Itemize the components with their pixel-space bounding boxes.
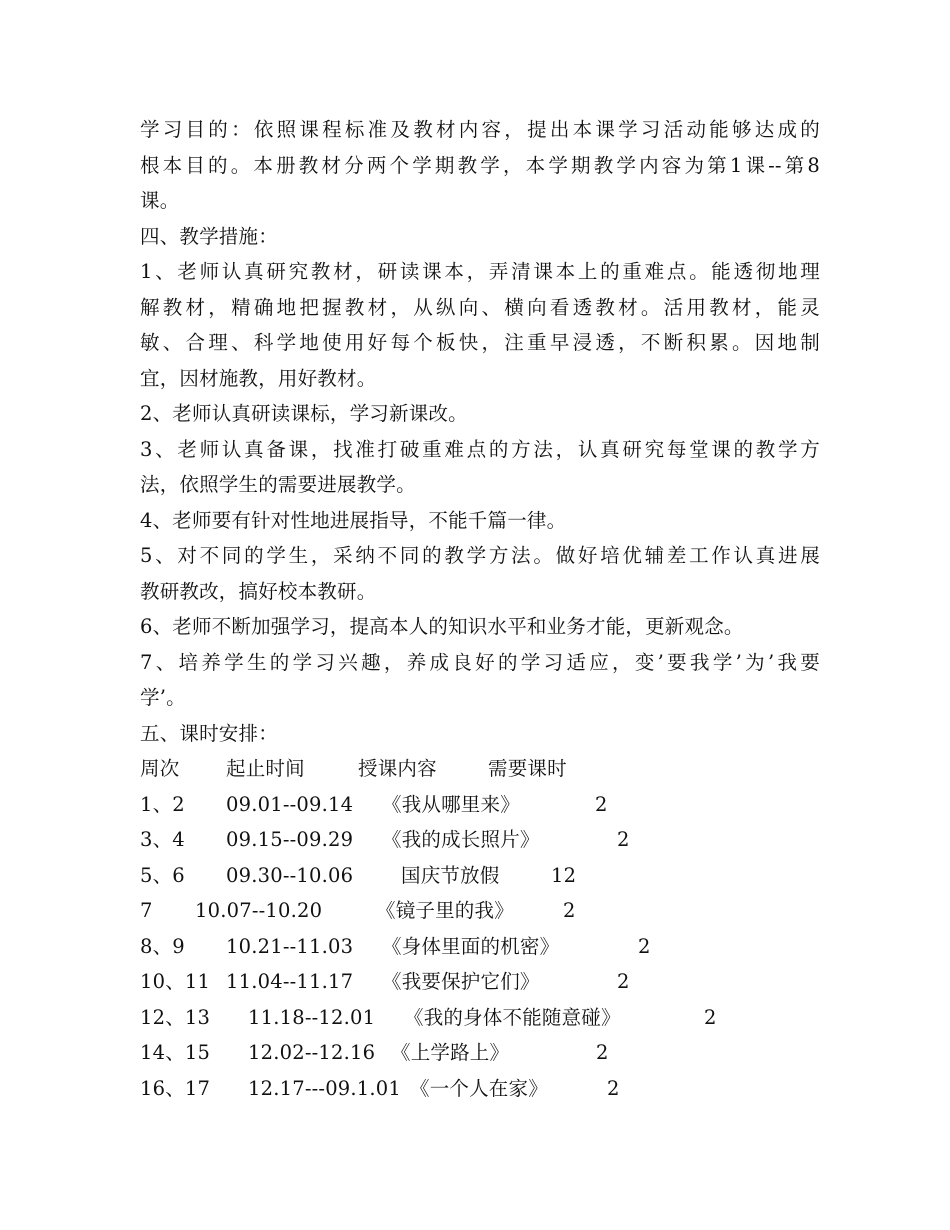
schedule-cell-date-range: 10.07--10.20 [195,899,323,922]
schedule-header-date-range: 起止时间 [226,757,305,780]
schedule-cell-hours: 12 [551,863,577,887]
schedule-cell-week: 1、2 [140,792,185,816]
document-body [140,112,820,751]
schedule-row [140,822,820,858]
paragraph-line: 2、老师认真研读课标，学习新课改。 [140,402,468,425]
schedule-row [140,893,820,929]
schedule-cell-lesson-title: 《我的身体不能随意碰》 [404,1005,621,1029]
schedule-header-week: 周次 [140,757,180,780]
schedule-row [140,1000,820,1036]
schedule-cell-week: 7 [140,899,153,922]
schedule-cell-hours: 2 [638,934,651,958]
schedule-cell-lesson-title: 《我从哪里来》 [382,792,520,816]
document-page [140,112,820,1106]
paragraph-line: 四、教学措施： [140,224,278,248]
paragraph-line: 法，依照学生的需要进展教学。 [140,473,416,496]
schedule-cell-lesson-title: 《一个人在家》 [410,1076,548,1100]
schedule-cell-lesson-title: 《上学路上》 [391,1041,510,1064]
schedule-cell-hours: 2 [617,970,630,993]
paragraph-line: 解教材，精确地把握教材，从纵向、横向看透教材。活用教材，能灵 [140,295,820,319]
schedule-cell-week: 16、17 [140,1076,211,1100]
schedule-cell-hours: 2 [595,792,608,816]
schedule-cell-hours: 2 [563,899,576,922]
schedule-cell-lesson-title: 《身体里面的机密》 [382,934,560,958]
paragraph-line: 宜，因材施教，用好教材。 [140,366,377,390]
schedule-cell-date-range: 11.04--11.17 [226,970,354,993]
schedule-cell-hours: 2 [607,1076,620,1100]
schedule-cell-date-range: 09.15--09.29 [226,828,354,851]
schedule-header-row [140,751,820,787]
paragraph-line: 6、老师不断加强学习，提高本人的知识水平和业务才能，更新观念。 [140,615,744,638]
schedule-row [140,1071,820,1107]
schedule-cell-lesson-title: 国庆节放假 [401,863,500,887]
paragraph-line: 教研教改，搞好校本教研。 [140,579,377,603]
schedule-cell-date-range: 12.02--12.16 [248,1041,376,1064]
schedule-cell-date-range: 10.21--11.03 [226,934,354,958]
schedule-cell-date-range: 09.01--09.14 [226,792,354,816]
schedule-cell-hours: 2 [704,1005,717,1029]
paragraph-line: 学’。 [140,686,186,709]
paragraph-line: 敏、合理、科学地使用好每个板快，注重早浸透，不断积累。因地制 [140,331,820,354]
schedule-row [140,787,820,823]
schedule-cell-date-range: 12.17---09.1.01 [248,1076,402,1100]
paragraph-line: 4、老师要有针对性地进展指导，不能千篇一律。 [140,508,567,532]
schedule-cell-date-range: 09.30--10.06 [226,863,354,887]
schedule-header-lesson-title: 授课内容 [358,757,437,780]
paragraph-line: 5、对不同的学生，采纳不同的教学方法。做好培优辅差工作认真进展 [140,544,820,567]
schedule-cell-week: 8、9 [140,934,185,958]
paragraph-line: 课。 [140,189,180,212]
schedule-row [140,858,820,894]
schedule-cell-lesson-title: 《镜子里的我》 [376,899,514,922]
paragraph-line: 学习目的：依照课程标准及教材内容，提出本课学习活动能够达成的 [140,118,820,141]
paragraph-line: 根本目的。本册教材分两个学期教学，本学期教学内容为第1课--第8 [140,153,820,177]
schedule-row [140,1035,820,1071]
schedule-row [140,929,820,965]
schedule-cell-week: 14、15 [140,1041,211,1064]
schedule-cell-lesson-title: 《我的成长照片》 [382,828,540,851]
schedule-header-hours: 需要课时 [488,757,567,780]
schedule-cell-week: 12、13 [140,1005,211,1029]
schedule-cell-hours: 2 [596,1041,609,1064]
schedule-table [140,751,820,1106]
schedule-cell-week: 5、6 [140,863,185,887]
schedule-cell-week: 3、4 [140,828,185,851]
paragraph-line: 五、课时安排： [140,721,278,745]
schedule-cell-hours: 2 [617,828,630,851]
schedule-row [140,964,820,1000]
paragraph-line: 1、老师认真研究教材，研读课本，弄清课本上的重难点。能透彻地理 [140,260,820,283]
paragraph-line: 3、老师认真备课，找准打破重难点的方法，认真研究每堂课的教学方 [140,437,820,461]
schedule-cell-lesson-title: 《我要保护它们》 [382,970,540,993]
schedule-cell-date-range: 11.18--12.01 [248,1005,376,1029]
paragraph-line: 7、培养学生的学习兴趣，养成良好的学习适应，变’要我学’为’我要 [140,650,820,674]
schedule-cell-week: 10、11 [140,970,211,993]
